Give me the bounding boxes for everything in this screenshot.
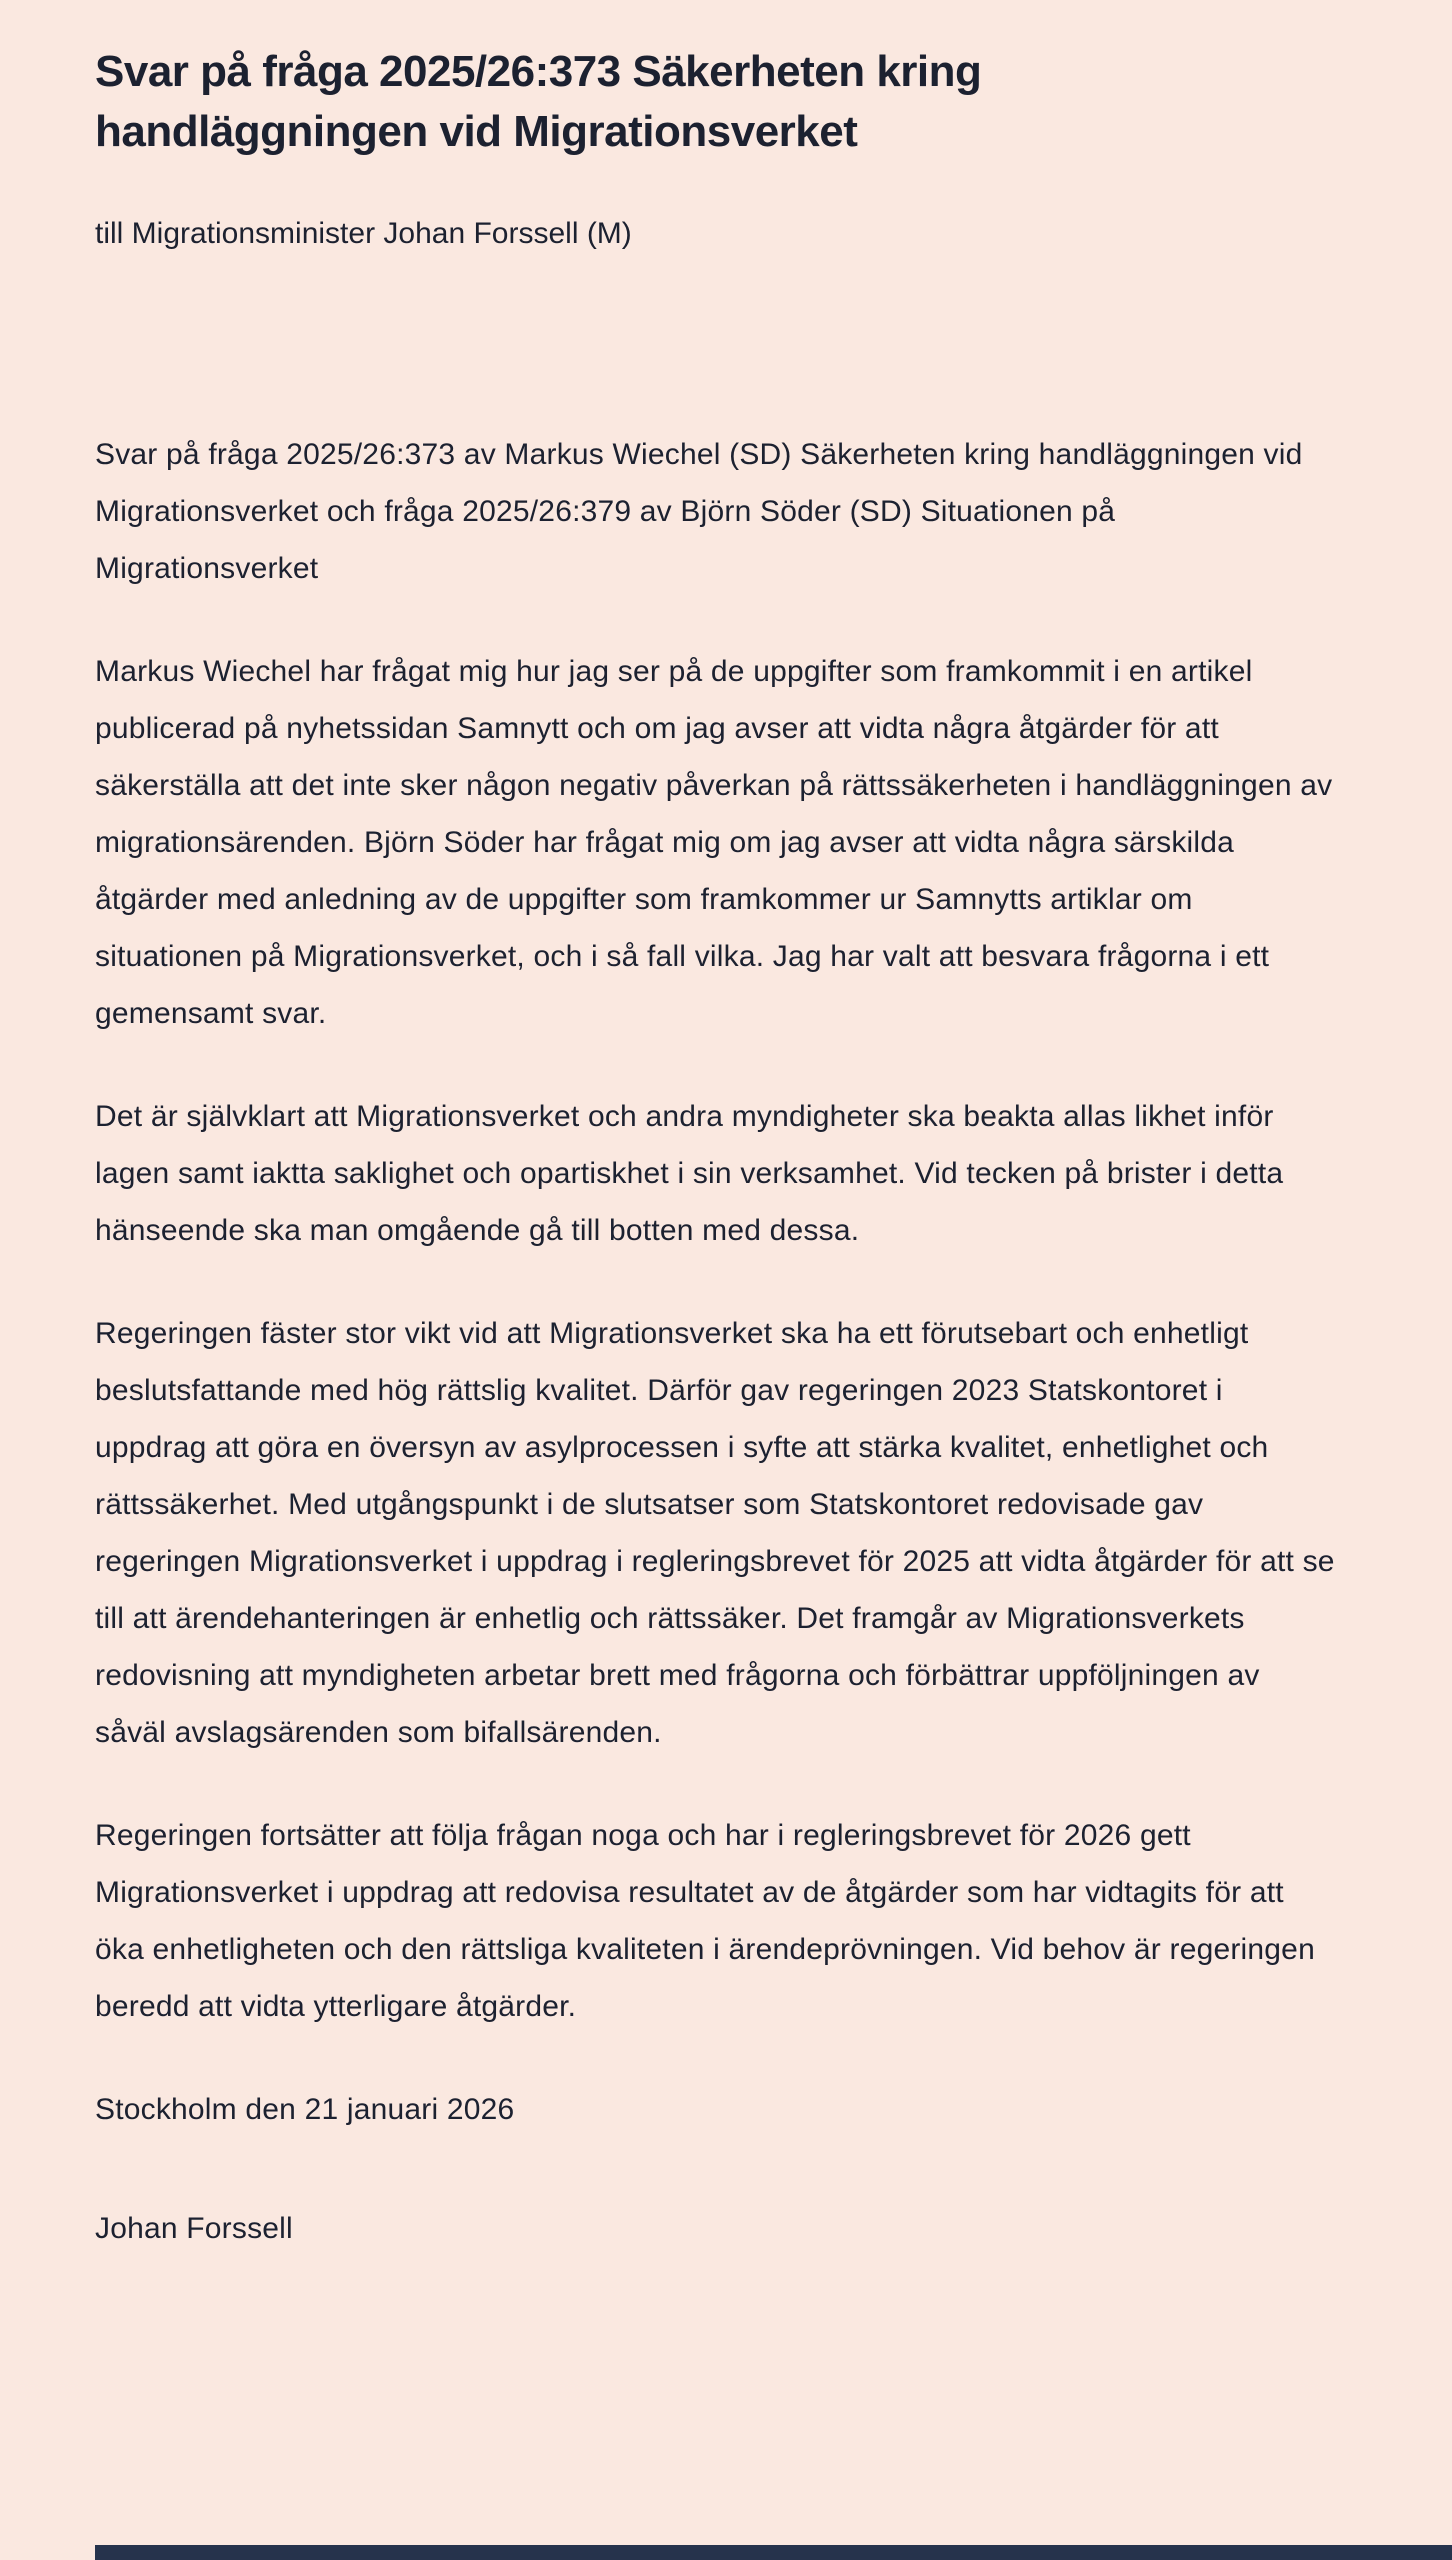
paragraph-principles: Det är självklart att Migrationsverket och andra myndigheter ska beakta allas likhet inför lagen samt iaktta saklighet och opartiskhet i sin verksamhet. Vid tecken på brister i detta hänseende ska man omgående gå till botten med dessa. [95,1100,1284,1247]
recipient-line: till Migrationsminister Johan Forssell (M) [95,217,632,250]
paragraph-question-summary: Markus Wiechel har frågat mig hur jag ser på de uppgifter som framkommit i en artikel publicerad på nyhetssidan Samnytt och om jag avser att vidta några åtgärder för att säkerställa att det inte sker någon negativ påverkan på rättssäkerheten i handläggningen av migrationsärenden. Björn Söder har frågat mig om jag avser att vidta några särskilda åtgärder med anledning av de uppgifter som framkommer ur Samnytts artiklar om situationen på Migrationsverket, och i så fall vilka. Jag har valt att besvara frågorna i ett gemensamt svar. [95,655,1333,1030]
paragraph-follow-up: Regeringen fortsätter att följa frågan noga och har i regleringsbrevet för 2026 gett Migrationsverket i uppdrag att redovisa resultatet av de åtgärder som har vidtagits för att öka enhetligheten och den rättsliga kvaliteten i ärendeprövningen. Vid behov är regeringen beredd att vidta ytterligare åtgärder. [95,1819,1315,2023]
answer-body [95,426,1335,2257]
paragraph-government-measures: Regeringen fäster stor vikt vid att Migrationsverket ska ha ett förutsebart och enhetligt beslutsfattande med hög rättslig kvalitet. Därför gav regeringen 2023 Statskontoret i uppdrag att göra en översyn av asylprocessen i syfte att stärka kvalitet, enhetlighet och rättssäkerhet. Med utgångspunkt i de slutsatser som Statskontoret redovisade gav regeringen Migrationsverket i uppdrag i regleringsbrevet för 2025 att vidta åtgärder för att se till att ärendehanteringen är enhetlig och rättssäker. Det framgår av Migrationsverkets redovisning att myndigheten arbetar brett med frågorna och förbättrar uppföljningen av såväl avslagsärenden som bifallsärenden. [95,1317,1335,1749]
dateline: Stockholm den 21 januari 2026 [95,2093,515,2126]
signature: Johan Forssell [95,2212,293,2245]
page-title: Svar på fråga 2025/26:373 Säkerheten kring handläggningen vid Migrationsverket [95,47,982,156]
footer-top-edge [95,2545,1452,2560]
paragraph-questions-reference: Svar på fråga 2025/26:373 av Markus Wiechel (SD) Säkerheten kring handläggningen vid Migrationsverket och fråga 2025/26:379 av Björn Söder (SD) Situationen på Migrationsverket [95,438,1303,585]
